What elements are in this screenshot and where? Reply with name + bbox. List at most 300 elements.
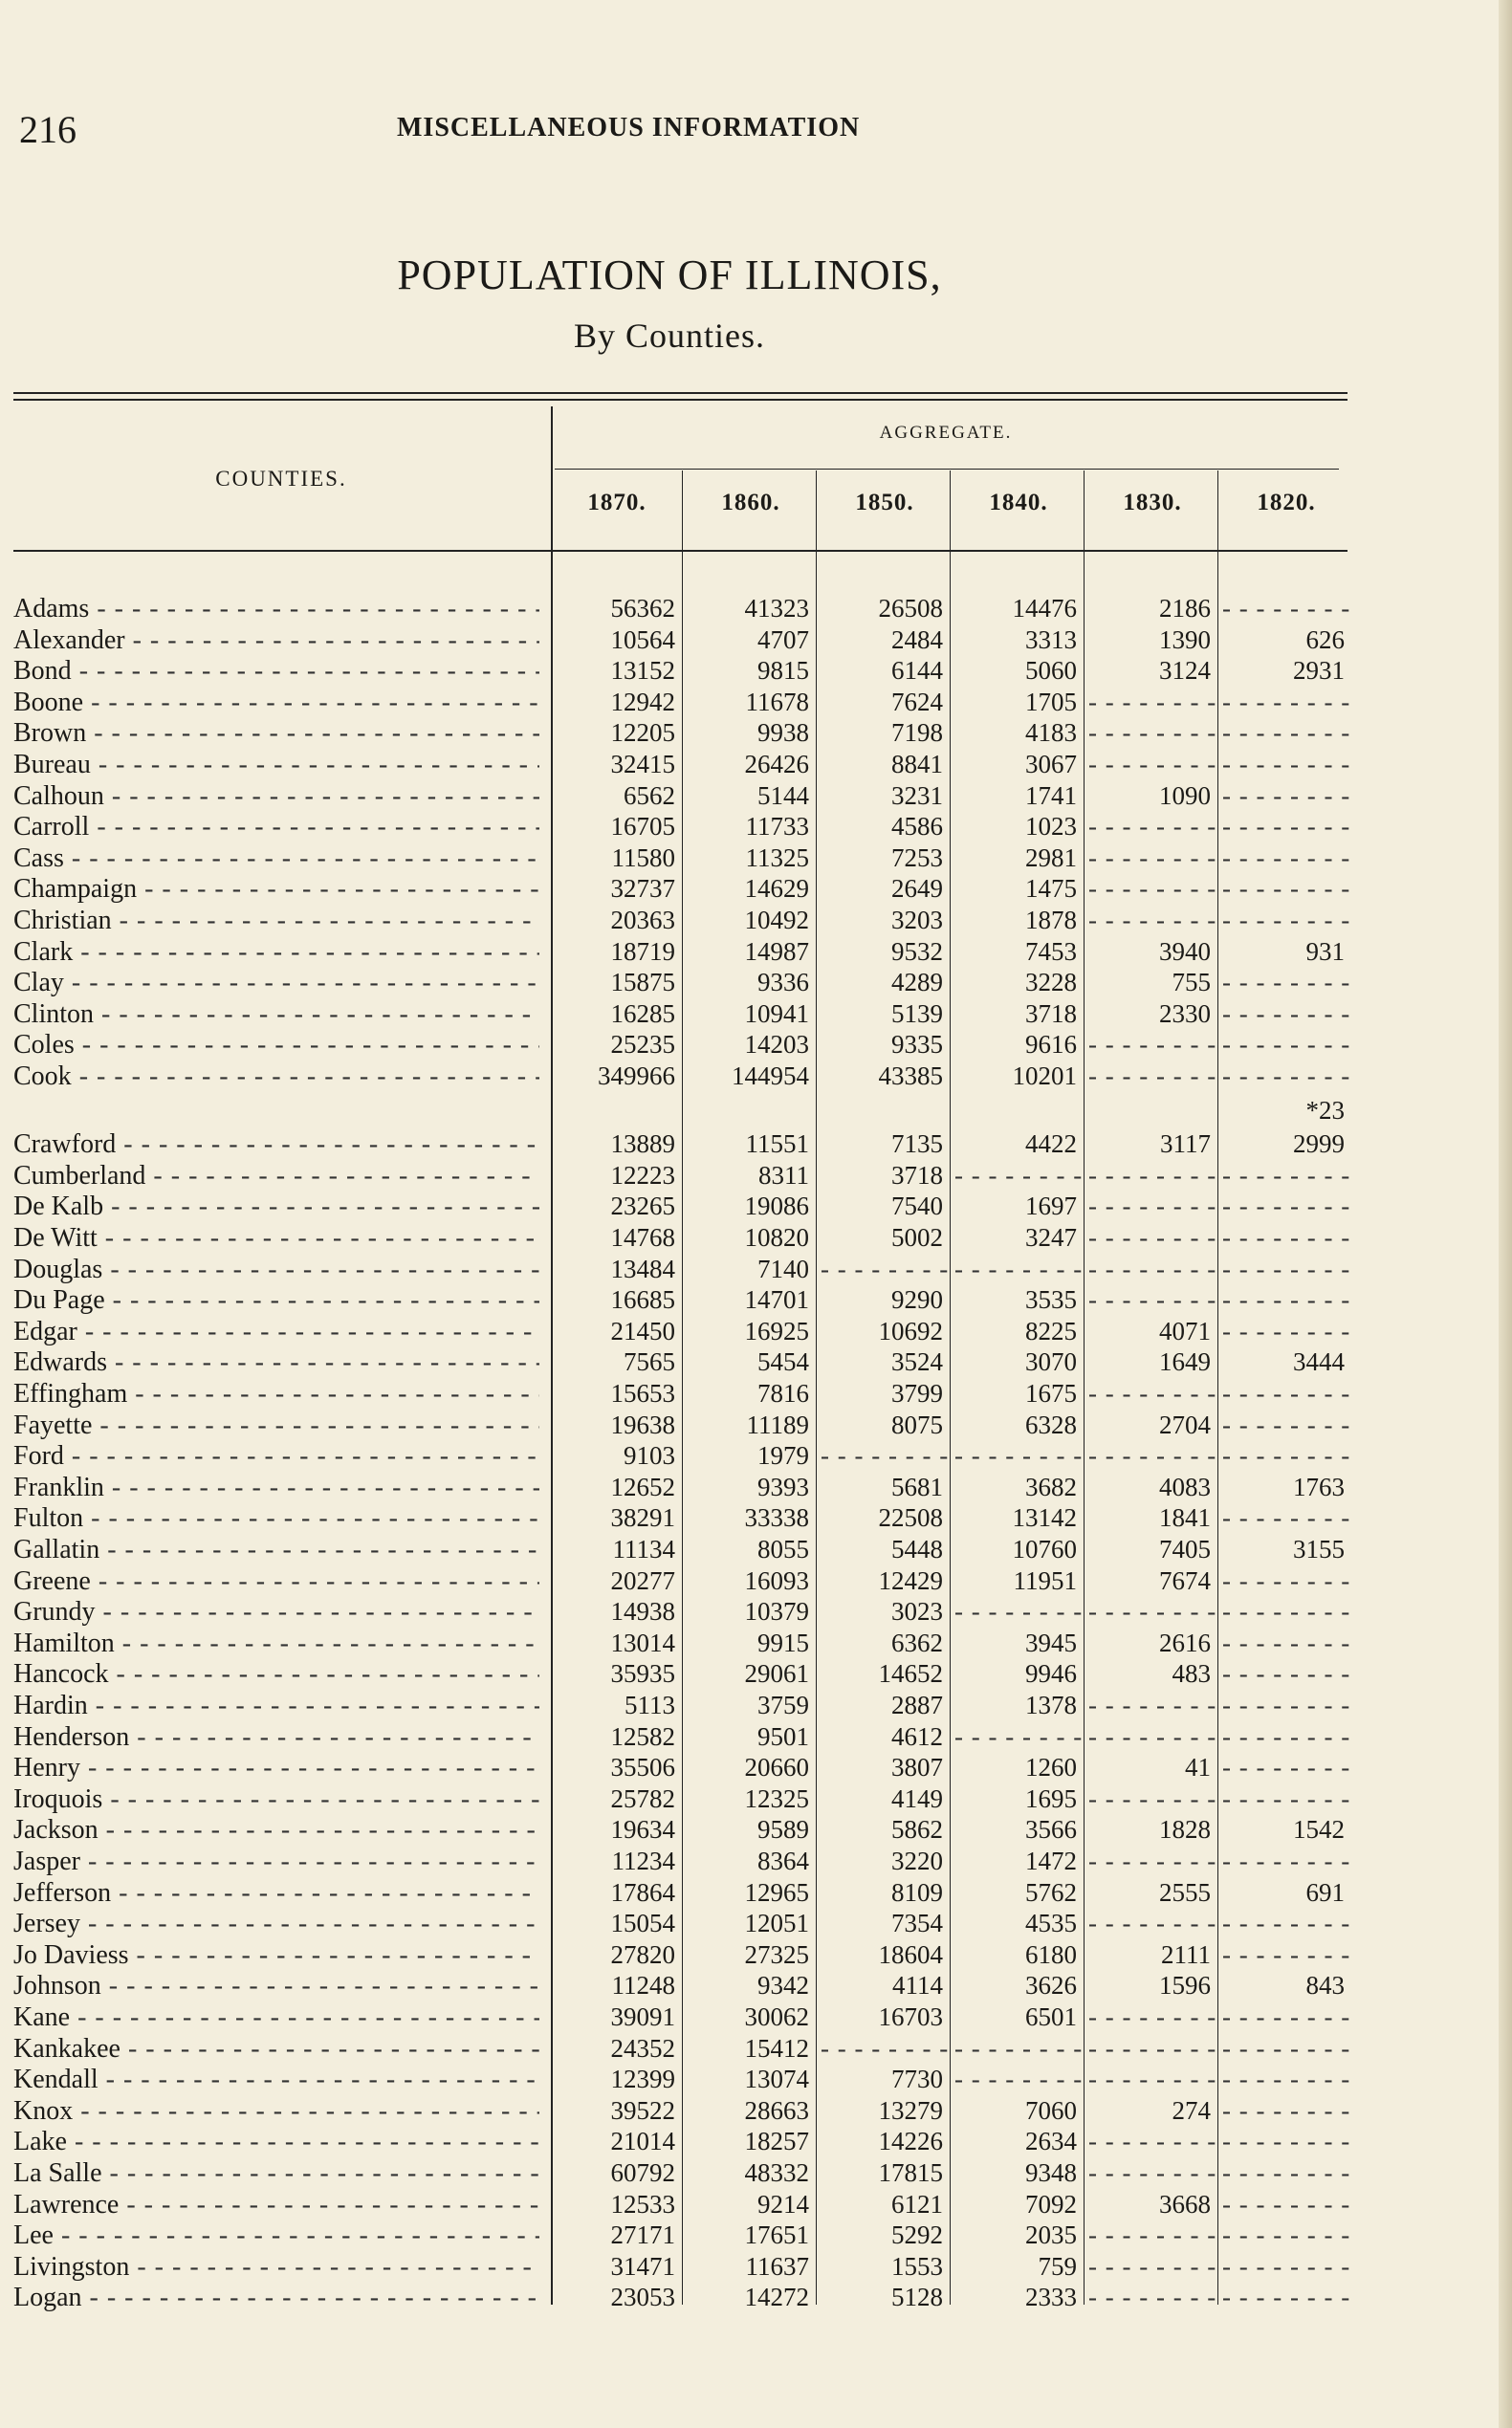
population-cell: 4114	[892, 1971, 943, 2001]
population-cell: 9290	[891, 1285, 943, 1315]
population-cell: 17864	[610, 1877, 675, 1907]
county-name: Henderson - - -	[13, 1721, 539, 1753]
population-cell: 6121	[891, 2189, 943, 2219]
population-cell: 691	[1305, 1877, 1345, 1907]
population-cell: 1390	[1159, 624, 1211, 654]
population-cell: 12325	[744, 1783, 809, 1813]
population-cell: 12533	[610, 2189, 675, 2219]
population-cell: 13889	[610, 1129, 675, 1159]
table-row	[0, 655, 1345, 687]
population-cell: 48332	[744, 2158, 809, 2187]
county-name: Christian - - -	[13, 905, 539, 936]
population-cell: 3535	[1025, 1285, 1077, 1315]
population-cell	[1222, 1160, 1345, 1192]
population-cell: 5144	[757, 780, 809, 810]
population-cell: 6562	[624, 780, 675, 810]
population-cell: 10379	[744, 1597, 809, 1627]
population-cell: 29061	[744, 1659, 809, 1689]
population-cell: 22508	[878, 1503, 943, 1533]
population-cell: 25782	[610, 1783, 675, 1813]
population-cell: 28663	[744, 2095, 809, 2125]
population-cell: 3682	[1025, 1472, 1077, 1501]
population-cell: 9589	[757, 1815, 809, 1845]
population-cell: 3023	[891, 1597, 943, 1627]
county-name: Gallatin - - -	[13, 1534, 539, 1565]
county-name: Kendall - - -	[13, 2064, 539, 2095]
population-cell	[1222, 873, 1345, 905]
population-cell: 2616	[1159, 1628, 1211, 1657]
population-cell: 13074	[744, 2065, 809, 2094]
population-cell: 2333	[1025, 2283, 1077, 2312]
population-cell: 12942	[610, 687, 675, 716]
population-cell: 16093	[744, 1565, 809, 1595]
table-row	[0, 1191, 1339, 1222]
population-cell: 1675	[1025, 1379, 1077, 1408]
population-cell: 11248	[611, 1971, 675, 2001]
population-cell: 11189	[746, 1410, 809, 1439]
population-cell: 14987	[744, 936, 809, 966]
population-cell: 5448	[891, 1535, 943, 1564]
population-cell: 12051	[744, 1909, 809, 1938]
population-cell	[1088, 2282, 1211, 2313]
population-cell: 5128	[891, 2283, 943, 2312]
page-subtitle: By Counties.	[573, 317, 765, 355]
population-cell	[1222, 2251, 1345, 2283]
population-cell: 9946	[1025, 1659, 1077, 1689]
table-row	[0, 1534, 1345, 1565]
population-cell: 32415	[610, 750, 675, 778]
population-cell	[1088, 1284, 1211, 1316]
table-row	[0, 1440, 1339, 1472]
table-row	[0, 1378, 1339, 1410]
population-cell	[1088, 1222, 1211, 1254]
population-cell: 1472	[1025, 1847, 1077, 1875]
county-name: Effingham - - -	[13, 1378, 539, 1410]
population-cell: 12965	[744, 1877, 809, 1907]
table-row	[0, 2033, 1339, 2065]
county-name: Kane - - -	[13, 2001, 539, 2033]
population-cell: 7135	[891, 1129, 943, 1159]
population-cell: 9393	[757, 1472, 809, 1501]
population-cell: 2330	[1159, 998, 1211, 1028]
population-cell: 10564	[610, 624, 675, 654]
county-name: Hardin - - -	[13, 1690, 539, 1721]
population-cell: 11733	[745, 812, 809, 842]
population-cell: 26508	[878, 594, 943, 623]
population-cell: 7730	[891, 2065, 943, 2094]
population-cell	[1088, 811, 1211, 842]
population-cell: 3566	[1025, 1815, 1077, 1845]
county-name: Jasper - - -	[13, 1846, 539, 1877]
population-cell: 20277	[610, 1565, 675, 1595]
population-cell: 3945	[1025, 1628, 1077, 1657]
population-cell: 1697	[1025, 1192, 1077, 1221]
population-cell	[1088, 1378, 1211, 1410]
population-cell	[1222, 1658, 1345, 1690]
population-cell	[1088, 842, 1211, 874]
population-cell: 3807	[891, 1753, 943, 1783]
population-cell: 11637	[745, 2251, 809, 2281]
population-cell	[1222, 842, 1345, 874]
population-cell: 23265	[610, 1192, 675, 1221]
population-cell: 626	[1305, 624, 1345, 654]
population-cell: 2035	[1025, 2220, 1077, 2250]
population-cell: 7354	[891, 1909, 943, 1938]
population-cell	[1222, 1061, 1345, 1092]
county-name: De Witt - - -	[13, 1222, 539, 1254]
population-cell: 6362	[891, 1628, 943, 1657]
population-cell: 3759	[757, 1691, 809, 1719]
population-cell: 27820	[610, 1939, 675, 1969]
population-cell: 1260	[1025, 1753, 1077, 1783]
population-cell: 41	[1185, 1753, 1211, 1783]
table-row	[0, 1565, 1339, 1597]
population-cell: 9214	[757, 2189, 809, 2219]
page-number: 216	[19, 108, 77, 151]
county-name: Carroll - - -	[13, 811, 539, 842]
population-cell: 13279	[878, 2095, 943, 2125]
population-cell	[1222, 1752, 1345, 1783]
population-cell	[1222, 2189, 1345, 2220]
population-cell: 5139	[891, 998, 943, 1028]
population-cell	[1088, 1783, 1211, 1815]
population-cell: 2999	[1293, 1129, 1345, 1159]
county-name: Bureau - - -	[13, 749, 539, 780]
population-cell: 3124	[1159, 656, 1211, 686]
table-row	[0, 811, 1339, 842]
population-cell: 12429	[878, 1565, 943, 1595]
population-cell: 27325	[744, 1939, 809, 1969]
population-cell: 9938	[757, 718, 809, 748]
table-row	[0, 687, 1339, 718]
population-cell: 1741	[1025, 780, 1077, 810]
population-cell: 16685	[610, 1285, 675, 1315]
county-name: Johnson - - -	[13, 1970, 539, 2001]
population-cell: 2555	[1159, 1877, 1211, 1907]
population-cell: 13142	[1012, 1503, 1077, 1533]
population-cell: 759	[1038, 2251, 1077, 2281]
population-cell: 10820	[744, 1223, 809, 1252]
population-cell: 3228	[1025, 968, 1077, 997]
table-row	[0, 1502, 1339, 1534]
population-cell	[1222, 717, 1345, 749]
population-cell: 3668	[1159, 2189, 1211, 2219]
population-cell: 5292	[891, 2220, 943, 2250]
population-cell: 1695	[1025, 1783, 1077, 1813]
population-cell: 4422	[1025, 1129, 1077, 1159]
population-cell: 11234	[611, 1847, 675, 1875]
population-cell: 3313	[1025, 624, 1077, 654]
population-cell	[1088, 1160, 1211, 1192]
population-cell	[1088, 1254, 1211, 1285]
population-cell: 6501	[1025, 2002, 1077, 2031]
population-cell: 11134	[612, 1535, 675, 1564]
population-cell: 7140	[757, 1254, 809, 1283]
table-row	[0, 1160, 1339, 1192]
county-name: Clinton - - -	[13, 998, 539, 1030]
county-name: Logan - - -	[13, 2282, 539, 2313]
population-cell	[1088, 2220, 1211, 2251]
population-cell: 30062	[744, 2002, 809, 2031]
population-cell: 4083	[1159, 1472, 1211, 1501]
table-row	[0, 1846, 1339, 1877]
population-cell: 11551	[745, 1129, 809, 1159]
population-cell	[1088, 2157, 1211, 2189]
population-cell: 1878	[1025, 906, 1077, 934]
population-cell	[1088, 1029, 1211, 1061]
population-cell: 15653	[610, 1379, 675, 1408]
population-cell: 26426	[744, 750, 809, 778]
population-cell: 17815	[878, 2158, 943, 2187]
population-cell: 15875	[610, 968, 675, 997]
table-row	[0, 780, 1339, 812]
table-row	[0, 1783, 1339, 1815]
population-cell: 10201	[1012, 1061, 1077, 1090]
population-cell: 7405	[1159, 1535, 1211, 1564]
population-cell: 2484	[891, 624, 943, 654]
population-cell: 13484	[610, 1254, 675, 1283]
population-cell: 144954	[732, 1061, 809, 1090]
table-row	[0, 2251, 1339, 2283]
population-cell	[1222, 1908, 1345, 1939]
table-row	[0, 2064, 1339, 2095]
population-cell	[1088, 1596, 1211, 1628]
county-name: Clark - - -	[13, 936, 539, 968]
population-cell: 27171	[610, 2220, 675, 2250]
population-cell: 4071	[1159, 1316, 1211, 1345]
population-cell: 1553	[891, 2251, 943, 2281]
population-cell: 32737	[610, 874, 675, 904]
population-cell	[1222, 1440, 1345, 1472]
population-cell: 12205	[610, 718, 675, 748]
population-cell: 1378	[1025, 1691, 1077, 1719]
population-cell	[1088, 2033, 1211, 2065]
population-cell	[1222, 905, 1345, 936]
population-cell: 14938	[610, 1597, 675, 1627]
population-cell: 6144	[891, 656, 943, 686]
county-name: Bond - - -	[13, 655, 539, 687]
population-cell: 3117	[1160, 1129, 1211, 1159]
population-cell: 19086	[744, 1192, 809, 1221]
table-row	[0, 1128, 1345, 1160]
county-name: Jersey - - -	[13, 1908, 539, 1939]
table-row	[0, 1029, 1339, 1061]
population-cell: 31471	[610, 2251, 675, 2281]
population-cell: 2186	[1159, 594, 1211, 623]
county-name: Henry - - -	[13, 1752, 539, 1783]
population-cell: 12399	[610, 2065, 675, 2094]
year-header: 1820.	[1257, 490, 1316, 515]
population-cell: 7198	[891, 718, 943, 748]
population-cell: 8841	[891, 750, 943, 778]
population-cell: 7060	[1025, 2095, 1077, 2125]
population-cell: 41323	[744, 594, 809, 623]
population-cell: 7540	[891, 1192, 943, 1221]
table-row	[0, 2095, 1339, 2127]
population-cell: 7453	[1025, 936, 1077, 966]
population-cell: 2649	[891, 874, 943, 904]
population-cell: 9342	[757, 1971, 809, 2001]
population-cell	[1088, 1846, 1211, 1877]
counties-header: COUNTIES.	[215, 467, 347, 491]
table-row	[0, 2157, 1339, 2189]
population-cell: 56362	[610, 594, 675, 623]
population-cell	[1222, 2001, 1345, 2033]
population-cell: 24352	[610, 2033, 675, 2063]
population-cell	[1222, 1191, 1345, 1222]
population-cell: 39522	[610, 2095, 675, 2125]
population-cell: 38291	[610, 1503, 675, 1533]
page-title: POPULATION OF ILLINOIS,	[397, 252, 942, 298]
table-row	[0, 2001, 1339, 2033]
table-row	[0, 593, 1339, 624]
county-name: Iroquois - - -	[13, 1783, 539, 1815]
population-cell	[1088, 1061, 1211, 1092]
population-cell: 7092	[1025, 2189, 1077, 2219]
population-cell: 14629	[744, 874, 809, 904]
population-cell	[954, 2064, 1077, 2095]
population-cell: 23053	[610, 2283, 675, 2312]
population-cell	[1222, 2220, 1345, 2251]
population-cell: 3220	[891, 1847, 943, 1875]
county-name: Edwards - - -	[13, 1346, 539, 1378]
table-row	[0, 842, 1339, 874]
population-cell: 12223	[610, 1160, 675, 1190]
table-row	[0, 1472, 1345, 1503]
population-cell: 18719	[610, 936, 675, 966]
population-cell	[1222, 1316, 1345, 1347]
population-cell: 10760	[1012, 1535, 1077, 1564]
population-cell: 3231	[891, 780, 943, 810]
year-header: 1860.	[721, 490, 780, 515]
population-cell: 9815	[757, 656, 809, 686]
table-row	[0, 936, 1345, 968]
population-cell: 2887	[891, 1691, 943, 1719]
running-head: MISCELLANEOUS INFORMATION	[397, 113, 861, 142]
population-cell: 43385	[878, 1061, 943, 1090]
year-header: 1840.	[989, 490, 1048, 515]
population-cell: 9501	[757, 1721, 809, 1751]
table-top-rule-2	[13, 399, 1348, 401]
population-cell: 15054	[610, 1909, 675, 1938]
population-cell: 10492	[744, 906, 809, 934]
population-cell	[1088, 2251, 1211, 2283]
population-cell: 20363	[610, 906, 675, 934]
population-cell: 35935	[610, 1659, 675, 1689]
population-cell: 1705	[1025, 687, 1077, 716]
population-cell: 11678	[745, 687, 809, 716]
population-cell	[1222, 967, 1345, 998]
population-cell: 5862	[891, 1815, 943, 1845]
table-row	[0, 624, 1345, 656]
population-cell	[1222, 1596, 1345, 1628]
county-name: Alexander - - -	[13, 624, 539, 656]
county-name: Lawrence - - -	[13, 2189, 539, 2220]
population-cell: 4586	[891, 812, 943, 842]
population-cell	[1088, 905, 1211, 936]
population-cell: 1475	[1025, 874, 1077, 904]
population-cell: 1828	[1159, 1815, 1211, 1845]
population-cell	[1222, 1783, 1345, 1815]
population-cell	[954, 1721, 1077, 1753]
county-name: Boone - - -	[13, 687, 539, 718]
year-header: 1870.	[587, 490, 646, 515]
header-bottom-rule	[13, 550, 1348, 552]
table-row	[0, 1752, 1339, 1783]
table-row	[0, 1284, 1339, 1316]
population-cell: 20660	[744, 1753, 809, 1783]
population-cell	[1222, 749, 1345, 780]
population-cell: 755	[1172, 968, 1211, 997]
population-cell: 11325	[745, 842, 809, 872]
population-cell: 10941	[744, 998, 809, 1028]
population-cell: 5002	[891, 1223, 943, 1252]
table-row	[0, 717, 1339, 749]
population-cell: 7674	[1159, 1565, 1211, 1595]
population-cell: 13014	[610, 1628, 675, 1657]
table-row	[0, 2220, 1339, 2251]
population-cell: 8311	[758, 1160, 809, 1190]
table-row	[0, 2126, 1339, 2157]
population-cell: 5113	[625, 1691, 675, 1719]
population-cell: 14226	[878, 2127, 943, 2156]
county-name: Champaign - - -	[13, 873, 539, 905]
population-cell: 1763	[1293, 1472, 1345, 1501]
population-cell	[1222, 1939, 1345, 1971]
population-cell: 9103	[624, 1441, 675, 1471]
population-cell: 1841	[1159, 1503, 1211, 1533]
population-cell	[1222, 1628, 1345, 1659]
population-cell: 1023	[1025, 812, 1077, 842]
population-cell: 3070	[1025, 1347, 1077, 1377]
population-cell: 5681	[891, 1472, 943, 1501]
table-row	[0, 1908, 1339, 1939]
county-name: Edgar - - -	[13, 1316, 539, 1347]
population-cell	[821, 1254, 943, 1285]
table-row	[0, 1346, 1345, 1378]
county-name: Hancock - - -	[13, 1658, 539, 1690]
county-name: Fulton - - -	[13, 1502, 539, 1534]
population-cell: 33338	[744, 1503, 809, 1533]
county-name: Greene - - -	[13, 1565, 539, 1597]
population-cell	[1222, 593, 1345, 624]
population-cell	[1222, 780, 1345, 812]
table-row	[0, 2282, 1339, 2313]
population-cell	[1222, 811, 1345, 842]
population-cell: 9616	[1025, 1030, 1077, 1060]
population-cell: 7624	[891, 687, 943, 716]
population-cell: 5454	[757, 1347, 809, 1377]
county-name: Franklin - - -	[13, 1472, 539, 1503]
year-header: 1830.	[1123, 490, 1182, 515]
population-cell	[1088, 873, 1211, 905]
population-cell	[1222, 1502, 1345, 1534]
population-cell	[1222, 1222, 1345, 1254]
population-cell: 9348	[1025, 2158, 1077, 2187]
population-cell: 3067	[1025, 750, 1077, 778]
population-cell: 16925	[744, 1316, 809, 1345]
population-cell: 21450	[610, 1316, 675, 1345]
population-cell	[954, 1596, 1077, 1628]
population-cell: 3155	[1293, 1535, 1345, 1564]
county-name: Cook - - -	[13, 1061, 539, 1092]
population-cell: 1542	[1293, 1815, 1345, 1845]
population-cell: 60792	[610, 2158, 675, 2187]
table-row	[0, 1596, 1339, 1628]
population-cell	[954, 1160, 1077, 1192]
aggregate-rule	[555, 469, 1339, 470]
county-name: Cass - - -	[13, 842, 539, 874]
